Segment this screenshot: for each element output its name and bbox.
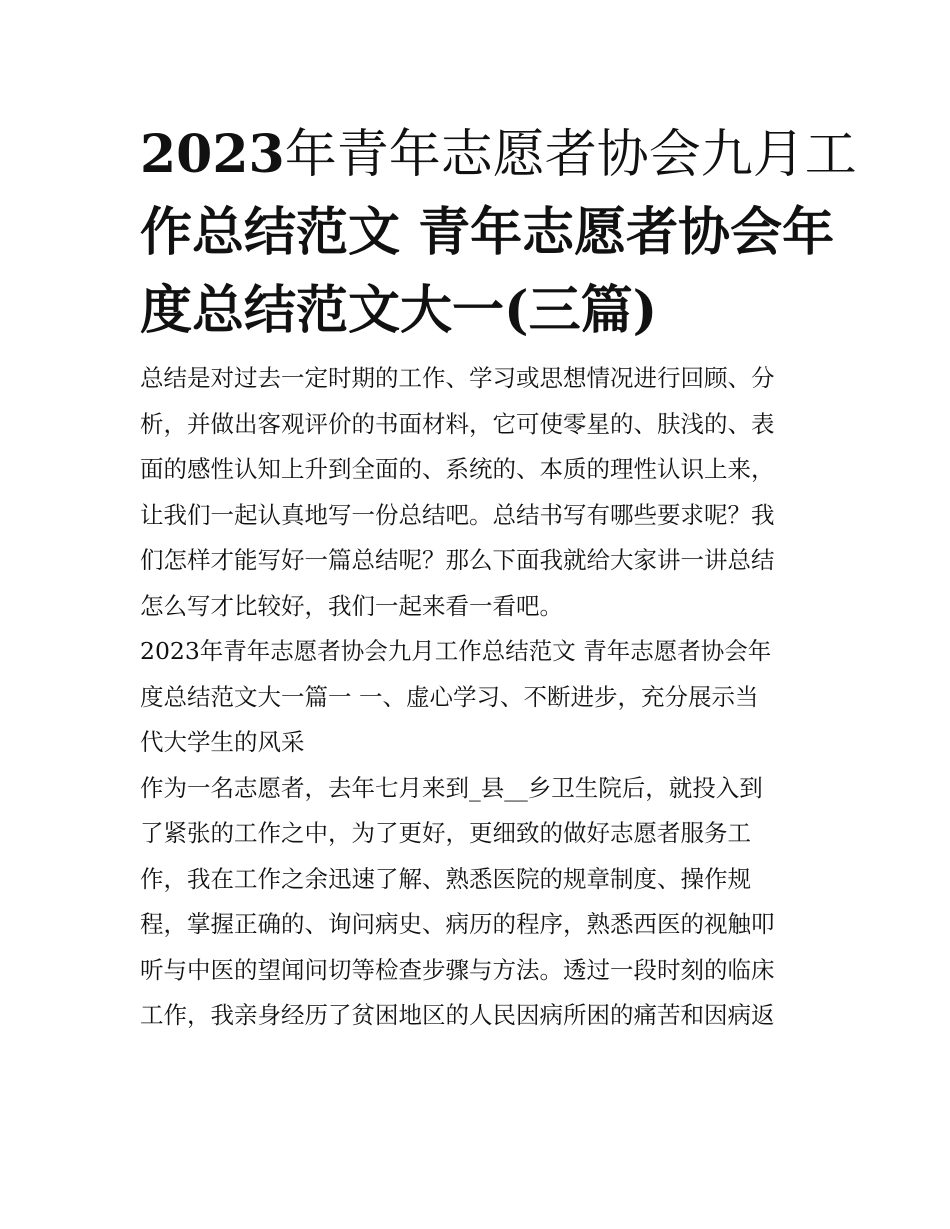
intro-line: 析，并做出客观评价的书面材料，它可使零星的、肤浅的、表	[140, 409, 775, 438]
intro-line: 让我们一起认真地写一份总结吧。总结书写有哪些要求呢？我	[140, 500, 775, 529]
title-line-1-rest: 年青年志愿者协会九月工	[284, 125, 857, 185]
intro-line: 怎么写才比较好，我们一起来看一看吧。	[140, 591, 563, 620]
title-line-2: 作总结范文 青年志愿者协会年	[140, 202, 835, 263]
title-line-1	[140, 116, 857, 194]
section-heading-line: 2023年青年志愿者协会九月工作总结范文 青年志愿者协会年	[140, 637, 772, 665]
body-line: 作，我在工作之余迅速了解、熟悉医院的规章制度、操作规	[140, 864, 751, 893]
intro-line: 总结是对过去一定时期的工作、学习或思想情况进行回顾、分	[140, 364, 775, 392]
intro-line: 们怎样才能写好一篇总结呢？那么下面我就给大家讲一讲总结	[140, 546, 775, 574]
title-line-1-text: 2023	[140, 124, 285, 185]
body-line: 工作，我亲身经历了贫困地区的人民因病所困的痛苦和因病返	[140, 1001, 775, 1029]
section-heading-line: 度总结范文大一篇一 一、虚心学习、不断进步，充分展示当	[140, 682, 759, 711]
body-line: 了紧张的工作之中，为了更好，更细致的做好志愿者服务工	[140, 819, 751, 847]
body-line: 作为一名志愿者，去年七月来到_县__乡卫生院后，就投入到	[140, 773, 763, 802]
body-line: 程，掌握正确的、询问病史、病历的程序，熟悉西医的视触叩	[140, 910, 775, 938]
document-title	[140, 116, 857, 350]
title-line-3: 度总结范文大一(三篇)	[140, 280, 658, 341]
document-body	[140, 356, 820, 1039]
section-heading-line: 代大学生的风采	[140, 728, 305, 756]
body-line: 听与中医的望闻问切等检查步骤与方法。透过一段时刻的临床	[140, 955, 775, 984]
intro-line: 面的感性认知上升到全面的、系统的、本质的理性认识上来，	[140, 455, 775, 483]
